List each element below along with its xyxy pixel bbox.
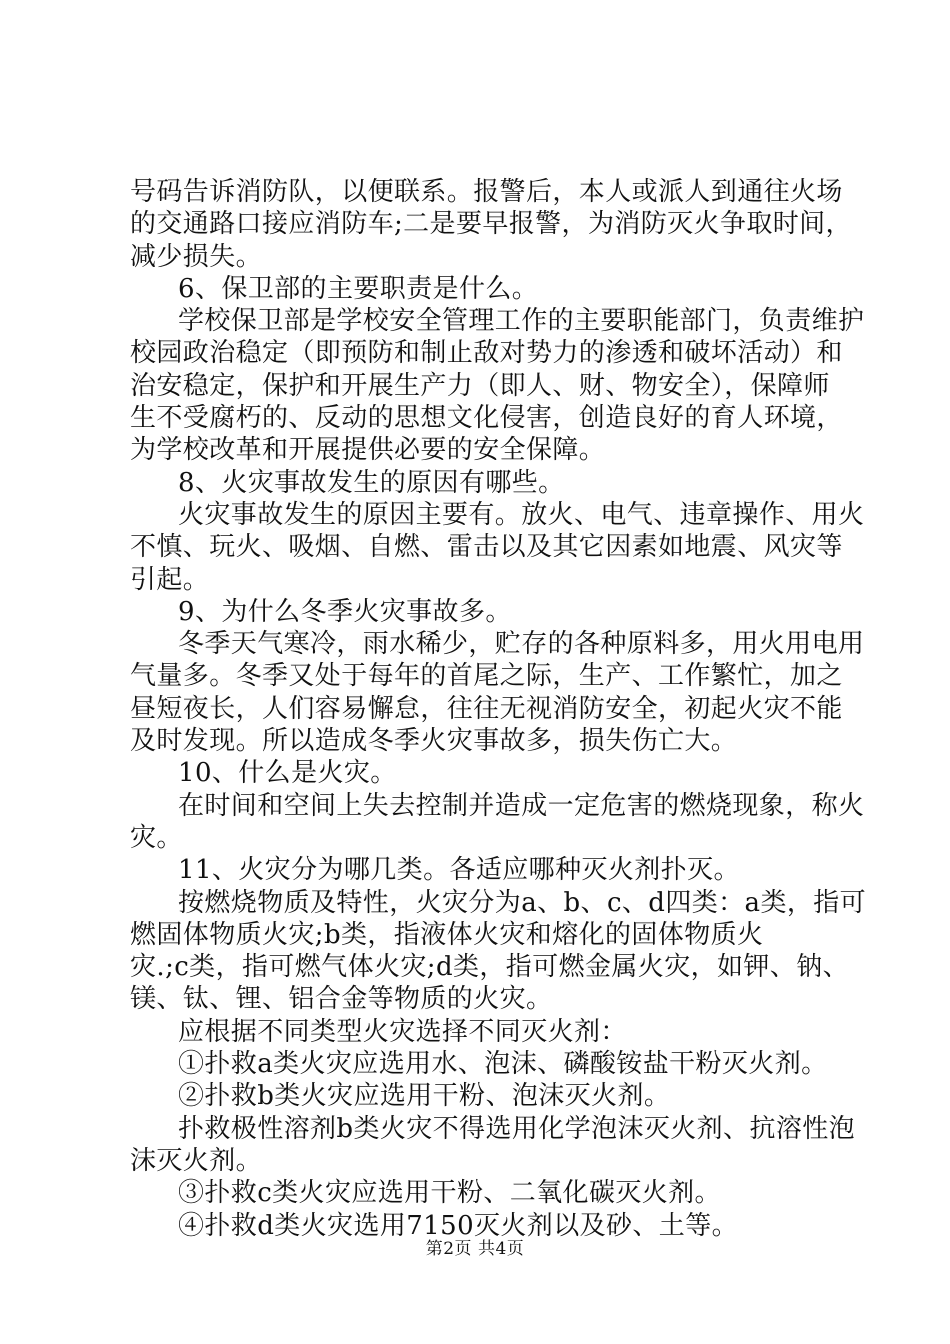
text-line: 学校保卫部是学校安全管理工作的主要职能部门，负责维护 [178,306,865,337]
text-line: ②扑救b类火灾应选用干粉、泡沫灭火剂。 [178,1081,671,1112]
text-line: 镁、钛、锂、铝合金等物质的火灾。 [130,984,553,1015]
text-line: 8、火灾事故发生的原因有哪些。 [178,467,565,498]
text-line: 火灾事故发生的原因主要有。放火、电气、违章操作、用火 [178,499,865,530]
page-footer: 第2页 共4页 [425,1239,525,1259]
text-line: 的交通路口接应消防车;二是要早报警，为消防灭火争取时间， [130,209,852,240]
text-line: 及时发现。所以造成冬季火灾事故多，损失伤亡大。 [130,726,738,757]
text-line: ①扑救a类火灾应选用水、泡沫、磷酸铵盐干粉灭火剂。 [178,1049,828,1080]
text-line: 在时间和空间上失去控制并造成一定危害的燃烧现象，称火 [178,790,865,821]
text-line: 扑救极性溶剂b类火灾不得选用化学泡沫灭火剂、抗溶性泡 [178,1113,856,1144]
text-line: 灾。 [130,822,183,853]
text-line: 气量多。冬季又处于每年的首尾之际，生产、工作繁忙，加之 [130,661,843,692]
text-line: 9、为什么冬季火灾事故多。 [178,596,512,627]
text-line: ④扑救d类火灾选用7150灭火剂以及砂、土等。 [178,1210,739,1241]
text-line: 为学校改革和开展提供必要的安全保障。 [130,435,606,466]
text-line: 10、什么是火灾。 [178,758,397,789]
text-line: 号码告诉消防队，以便联系。报警后，本人或派人到通往火场 [130,177,843,207]
text-line: 引起。 [130,564,210,595]
text-line: 沫灭火剂。 [130,1145,263,1176]
text-line: 昼短夜长，人们容易懈怠，往往无视消防安全，初起火灾不能 [130,693,843,724]
text-line: 冬季天气寒冷，雨水稀少，贮存的各种原料多，用火用电用 [178,629,865,660]
text-line: 校园政治稳定（即预防和制止敌对势力的渗透和破坏活动）和 [130,338,843,369]
text-line: 灾.;c类，指可燃气体火灾;d类，指可燃金属火灾，如钾、钠、 [130,952,849,983]
text-line: 6、保卫部的主要职责是什么。 [178,273,539,304]
text-line: 不慎、玩火、吸烟、自燃、雷击以及其它因素如地震、风灾等 [130,532,843,563]
text-line: 按燃烧物质及特性，火灾分为a、b、c、d四类：a类，指可 [178,887,867,918]
text-line: 11、火灾分为哪几类。各适应哪种灭火剂扑灭。 [178,855,740,886]
text-line: 燃固体物质火灾;b类，指液体火灾和熔化的固体物质火 [130,919,764,950]
document-body [130,176,867,1242]
text-line: 应根据不同类型火灾选择不同灭火剂： [178,1016,627,1047]
text-line: ③扑救c类火灾应选用干粉、二氧化碳灭火剂。 [178,1178,721,1209]
text-line: 生不受腐朽的、反动的思想文化侵害，创造良好的育人环境， [130,403,843,434]
text-line: 治安稳定，保护和开展生产力（即人、财、物安全），保障师 [130,370,830,401]
text-line: 减少损失。 [130,241,263,272]
